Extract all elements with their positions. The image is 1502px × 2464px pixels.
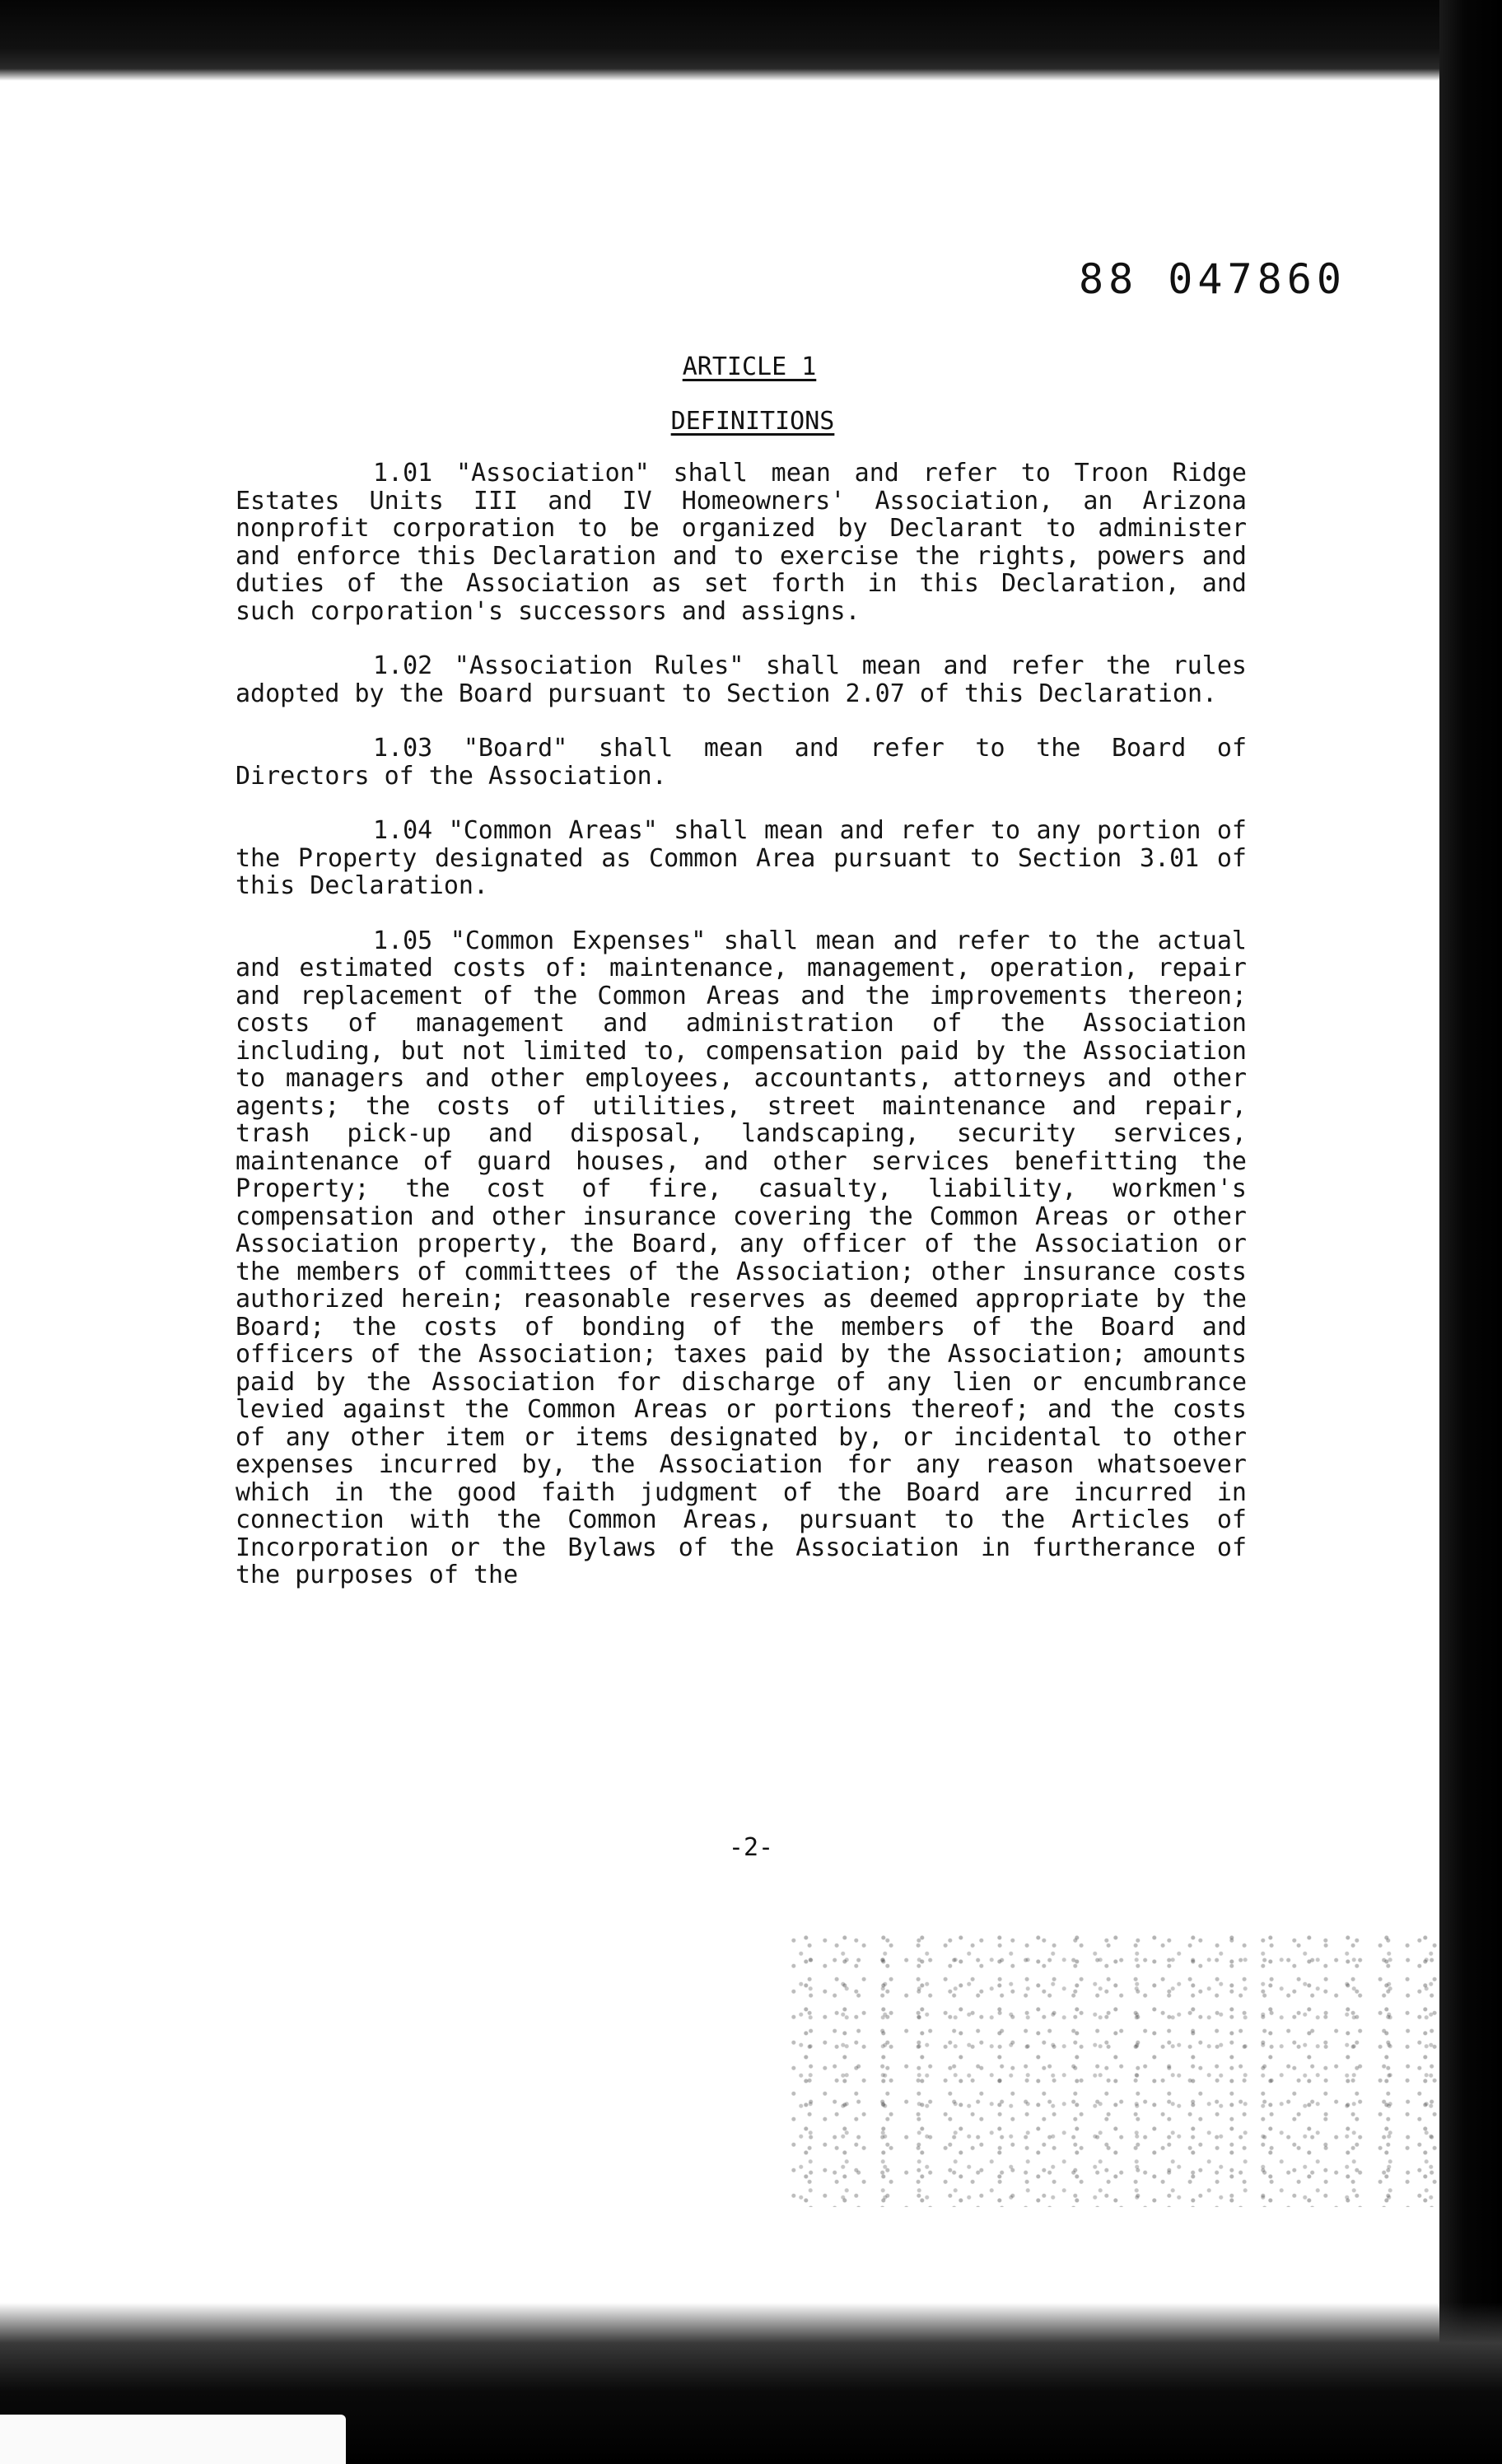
paragraph-1-04: 1.04 "Common Areas" shall mean and refer to any portion of the Property designated as Common Area pursuant to Section 3.01 of this Declaration.	[236, 816, 1247, 900]
recording-number: 88 047860	[1079, 255, 1346, 303]
section-title: DEFINITIONS	[670, 407, 835, 436]
paragraph-1-02: 1.02 "Association Rules" shall mean and refer the rules adopted by the Board pursuant to Section 2.07 of this Declaration.	[236, 651, 1247, 708]
article-title: ARTICLE 1	[682, 352, 817, 381]
paragraph-1-03: 1.03 "Board" shall mean and refer to the Board of Directors of the Association.	[236, 734, 1247, 791]
document-body	[236, 460, 1247, 1617]
page-number: -2-	[728, 1833, 774, 1862]
scan-edge-top	[0, 0, 1502, 81]
scan-edge-bottom-left	[0, 2415, 346, 2464]
paragraph-1-01: 1.01 "Association" shall mean and refer to Troon Ridge Estates Units III and IV Homeowners' Association, an Arizona nonprofit corporation to be organized by Declarant to administer and enforce this Declaration and to exercise the rights, powers and duties of the Association as set forth in this Declaration, and such corporation's successors and assigns.	[236, 459, 1247, 626]
paragraph-1-05: 1.05 "Common Expenses" shall mean and refer to the actual and estimated costs of: maintenance, management, operation, repair and replacement of the Common Areas and the improvements thereon; costs of management and administration of the Association including, but not limited to, compensation paid by the Association to managers and other employees, accountants, attorneys and other agents; the costs of utilities, street maintenance and repair, trash pick-up and disposal, landscaping, security services, maintenance of guard houses, and other services benefitting the Property; the cost of fire, casualty, liability, workmen's compensation and other insurance covering the Common Areas or other Association property, the Board, any officer of the Association or the members of committees of the Association; other insurance costs authorized herein; reasonable reserves as deemed appropriate by the Board; the costs of bonding of the members of the Board and officers of the Association; taxes paid by the Association; amounts paid by the Association for discharge of any lien or encumbrance levied against the Common Areas or portions thereof; and the costs of any other item or items designated by, or incidental to other expenses incurred by, the Association for any reason whatsoever which in the good faith judgment of the Board are incurred in connection with the Common Areas, pursuant to the Articles of Incorporation or the Bylaws of the Association in furtherance of the purposes of the	[236, 926, 1247, 1589]
scan-noise	[791, 1935, 1441, 2207]
